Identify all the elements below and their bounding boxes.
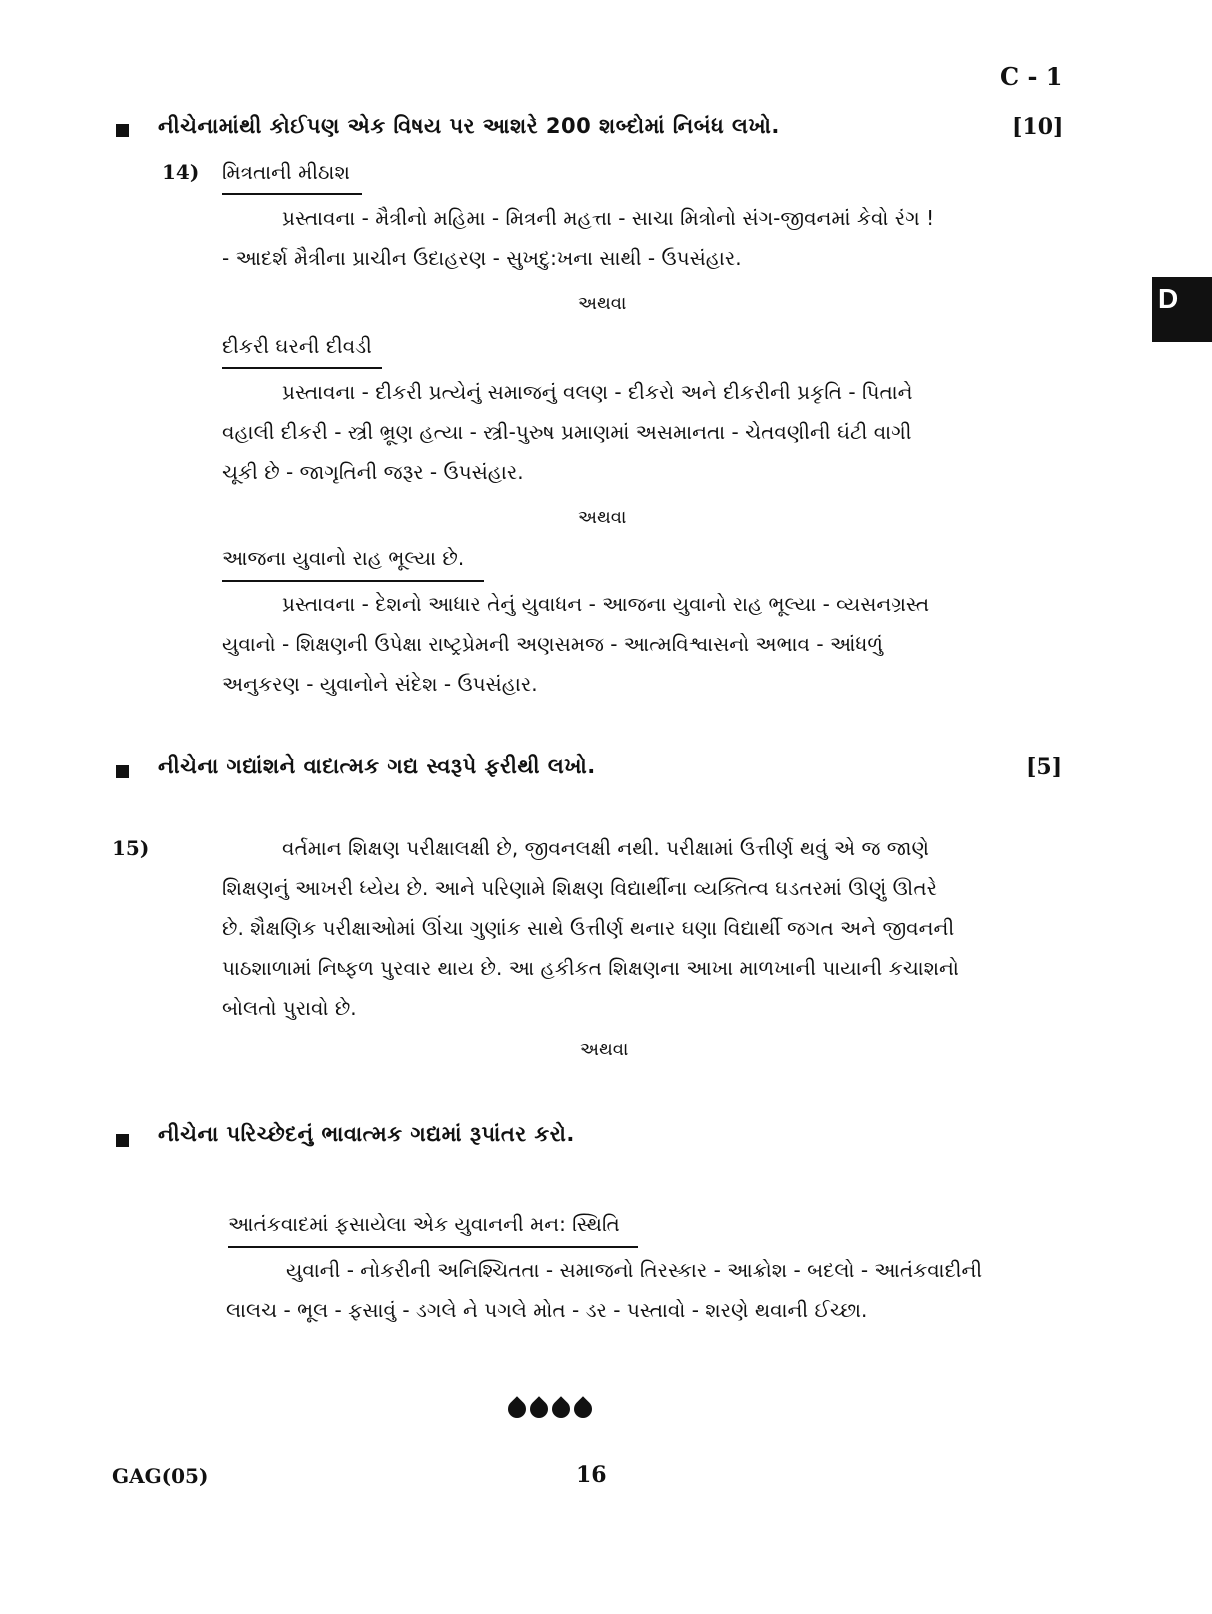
or-separator: અથવા (578, 293, 627, 314)
topic3-line3: અનુકરણ - યુવાનોને સંદેશ - ઉપસંહાર. (222, 672, 538, 696)
page-code: C - 1 (1000, 62, 1063, 91)
or-separator: અથવા (578, 507, 627, 528)
section3-line1: યુવાની - નોકરીની અનિશ્ચિતતા - સમાજનો તિરસ્કાર - આક્રોશ - બદલો - આતંકવાદીની (286, 1258, 983, 1282)
question-number-15: 15) (112, 836, 150, 860)
drop-icon (526, 1396, 551, 1421)
page-number: 16 (576, 1462, 607, 1488)
section2-heading: નીચેના ગદ્યાંશને વાદાત્મક ગદ્ય સ્વરૂપે ફરીથી લખો. (158, 754, 596, 778)
section3-heading: નીચેના પરિચ્છેદનું ભાવાત્મક ગદ્યમાં રૂપાંતર કરો. (158, 1122, 575, 1146)
passage-line1: વર્તમાન શિક્ષણ પરીક્ષાલક્ષી છે, જીવનલક્ષી નથી. પરીક્ષામાં ઉત્તીર્ણ થવું એ જ જાણે (282, 836, 929, 860)
section3-title: આતંકવાદમાં ફસાયેલા એક યુવાનની મન: સ્થિતિ (228, 1212, 620, 1236)
question-number-14: 14) (162, 160, 200, 184)
passage-line5: બોલતો પુરાવો છે. (222, 996, 357, 1020)
drop-icon (504, 1396, 529, 1421)
topic1-line1: પ્રસ્તાવના - મૈત્રીનો મહિમા - મિત્રની મહત્તા - સાચા મિત્રોનો સંગ-જીવનમાં કેવો રંગ ! (282, 206, 935, 230)
topic3-line2: યુવાનો - શિક્ષણની ઉપેક્ષા રાષ્ટ્રપ્રેમની અણસમજ - આત્મવિશ્વાસનો અભાવ - આંધળું (222, 632, 883, 656)
section-bullet (116, 1134, 129, 1147)
passage-line4: પાઠશાળામાં નિષ્ફળ પુરવાર થાય છે. આ હકીકત શિક્ષણના આખા માળખાની પાયાની કચાશનો (222, 956, 959, 980)
section1-marks: [10] (1012, 114, 1064, 140)
topic2-line1: પ્રસ્તાવના - દીકરી પ્રત્યેનું સમાજનું વલણ - દીકરો અને દીકરીની પ્રકૃતિ - પિતાને (282, 380, 913, 404)
footer-code: GAG(05) (112, 1464, 209, 1488)
section-bullet (116, 765, 129, 778)
drop-icon (548, 1396, 573, 1421)
section1-heading: નીચેનામાંથી કોઈપણ એક વિષય પર આશરે 200 શબ્દોમાં નિબંધ લખો. (158, 114, 780, 138)
topic1-title: મિત્રતાની મીઠાશ (222, 160, 350, 184)
topic2-underline (222, 367, 382, 369)
side-tab: D (1152, 277, 1212, 342)
topic1-underline (222, 193, 362, 195)
topic2-line2: વહાલી દીકરી - સ્ત્રી ભ્રૂણ હત્યા - સ્ત્રી-પુરુષ પ્રમાણમાં અસમાનતા - ચેતવણીની ઘંટી વાગી (222, 420, 912, 444)
section2-marks: [5] (1026, 754, 1063, 780)
passage-line3: છે. શૈક્ષણિક પરીક્ષાઓમાં ઊંચા ગુણાંક સાથે ઉત્તીર્ણ થનાર ઘણા વિદ્યાર્થી જગત અને જીવનની (222, 916, 955, 940)
topic2-line3: ચૂકી છે - જાગૃતિની જરૂર - ઉપસંહાર. (222, 460, 524, 484)
topic3-title: આજના યુવાનો રાહ ભૂલ્યા છે. (222, 546, 465, 570)
section-bullet (116, 124, 129, 137)
passage-line2: શિક્ષણનું આખરી ધ્યેય છે. આને પરિણામે શિક્ષણ વિદ્યાર્થીના વ્યક્તિત્વ ઘડતરમાં ઊણું ઊતરે (222, 876, 937, 900)
end-of-section-ornament (508, 1400, 592, 1418)
topic3-line1: પ્રસ્તાવના - દેશનો આધાર તેનું યુવાધન - આજના યુવાનો રાહ ભૂલ્યા - વ્યસનગ્રસ્ત (282, 592, 930, 616)
section3-title-underline (228, 1246, 638, 1248)
or-separator: અથવા (580, 1039, 629, 1060)
drop-icon (570, 1396, 595, 1421)
section3-line2: લાલચ - ભૂલ - ફસાવું - ડગલે ને પગલે મોત - ડર - પસ્તાવો - શરણે થવાની ઈચ્છા. (226, 1298, 868, 1322)
topic3-underline (222, 580, 484, 582)
topic2-title: દીકરી ઘરની દીવડી (222, 334, 372, 358)
topic1-line2: - આદર્શ મૈત્રીના પ્રાચીન ઉદાહરણ - સુખદુ:ખના સાથી - ઉપસંહાર. (222, 246, 742, 270)
